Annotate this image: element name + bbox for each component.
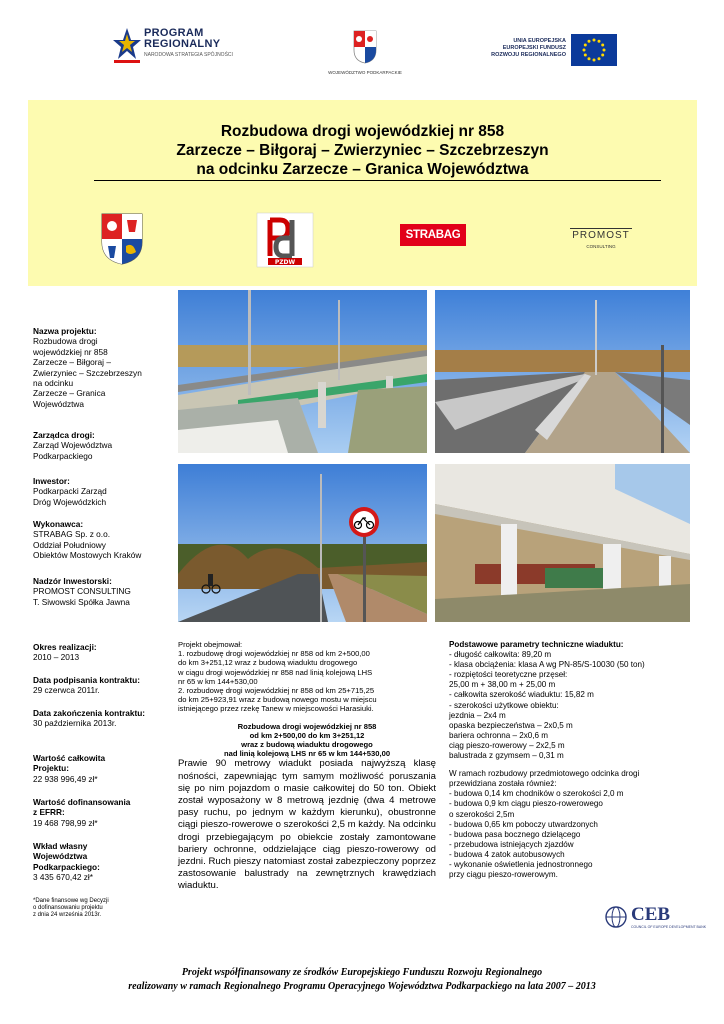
eu-flag-icon	[571, 34, 617, 66]
crest-icon	[353, 30, 377, 64]
inwestor-label: Inwestor:	[33, 476, 70, 486]
intro-line: do km 25+923,91 wraz z budową nowego mostu w miejscu	[178, 695, 377, 705]
nazwa-line: Zwierzyniec – Szczebrzeszyn	[33, 367, 142, 378]
program-star-icon	[112, 26, 142, 66]
data-podpisania-value: 29 czerwca 2011r.	[33, 685, 100, 696]
wykonawca-line: Obiektów Mostowych Kraków	[33, 550, 142, 561]
dofinansowanie-label: Wartość dofinansowania	[33, 797, 131, 807]
scope-line: przewidziana została również:	[449, 779, 557, 789]
wartosc-block	[33, 753, 178, 784]
intro-line: nr 65 w km 144+530,00	[178, 676, 258, 686]
okres-value: 2010 – 2013	[33, 652, 80, 663]
zarzadca-line: Podkarpackiego	[33, 450, 93, 461]
params-label: Podstawowe parametry techniczne wiaduktu:	[449, 640, 624, 649]
project-scope	[178, 640, 436, 893]
eu-logo	[470, 34, 620, 68]
ceb-globe-icon	[604, 905, 628, 929]
nazwa-line: na odcinku	[33, 378, 74, 389]
footer	[0, 966, 724, 994]
nazwa-label: Nazwa projektu:	[33, 326, 97, 336]
data-zakonczenia-value: 30 października 2013r.	[33, 718, 117, 729]
program-logo-sub: NARODOWA STRATEGIA SPÓJNOŚCI	[144, 52, 233, 58]
intro-line: w ciągu drogi wojewódzkiej nr 858 nad linią kolejową LHS	[178, 667, 373, 677]
page-title	[28, 122, 697, 179]
okres-label: Okres realizacji:	[33, 642, 97, 652]
param-line: bariera ochronna – 2x0,6 m	[449, 730, 548, 740]
photo-viaduct-side	[178, 290, 427, 453]
nadzor-block	[33, 576, 178, 607]
scope-line: - budowa 0,9 km ciągu pieszo-rowerowego	[449, 799, 603, 809]
param-line: jezdnia – 2x4 m	[449, 710, 506, 720]
ue-line3: ROZWOJU REGIONALNEGO	[491, 52, 566, 58]
inwestor-line: Podkarpacki Zarząd	[33, 486, 107, 497]
data-podpisania-label: Data podpisania kontraktu:	[33, 675, 140, 685]
description-paragraph: Prawie 90 metrowy wiadukt posiada najwyższą klasę nośności, zapewniając tym samym możliwość poruszania się po nim pojazdom o masie całkowitej do 50 ton. Obiekt został wyposażony w 8 metrową jezdnię (dwa 4 metrowe pasy ruchu, po jednym w każdym kierunku), obustronne ciągi pieszo-rowerowe o szerokości 2,5 m każdy. Na odcinku drogi przebiegającym po obiekcie zostały zamontowane bariery ochronne, oddzielające ciąg pieszo-rowerowy od jezdni. Ruch pieszy natomiast został zabezpieczony poprzez zastosowanie balustrady na zewnętrznych krawędziach wiaduktu.	[178, 758, 436, 892]
param-line: balustrada z gzymsem – 0,31 m	[449, 751, 564, 761]
section-heading	[178, 722, 436, 759]
scope-line: przy ciągu pieszo-rowerowym.	[449, 870, 558, 880]
scope-line: - przebudowa istniejących zjazdów	[449, 839, 574, 849]
nazwa-line: Województwa	[33, 398, 85, 409]
ceb-sub: COUNCIL OF EUROPE DEVELOPMENT BANK	[631, 925, 707, 929]
pzdw-icon	[256, 212, 314, 268]
scope-line: o szerokości 2,5m	[449, 809, 515, 819]
dofinansowanie-block	[33, 797, 178, 828]
nadzor-line: T. Siwowski Spółka Jawna	[33, 596, 130, 607]
crest-icon	[100, 212, 144, 266]
promost-text: PROMOST	[572, 230, 630, 241]
technical-parameters	[449, 640, 699, 880]
scope-line: - budowa 4 zatok autobusowych	[449, 849, 565, 859]
title-line1: Rozbudowa drogi wojewódzkiej nr 858	[220, 123, 505, 140]
program-regionalny-logo	[112, 26, 252, 70]
program-logo-line1: PROGRAM	[144, 27, 204, 39]
note-line: *Dane finansowe wg Decyzji	[33, 898, 109, 904]
nazwa-line: Zarzecze – Biłgoraj –	[33, 357, 111, 368]
param-line: ciąg pieszo-rowerowy – 2x2,5 m	[449, 740, 565, 750]
param-line: opaska bezpieczeństwa – 2x0,5 m	[449, 720, 573, 730]
intro-line: 1. rozbudowę drogi wojewódzkiej nr 858 od km 2+500,00	[178, 649, 370, 659]
title-divider	[94, 180, 661, 181]
wykonawca-line: Oddział Południowy	[33, 539, 106, 550]
strabag-text: STRABAG	[400, 224, 466, 246]
param-line: - długość całkowita: 89,20 m	[449, 650, 552, 660]
bicycle-sign-icon	[349, 507, 379, 537]
intro-line: Projekt obejmował:	[178, 640, 243, 649]
scope-line: - budowa pasa bocznego dzielącego	[449, 829, 581, 839]
heading-line: nad linią kolejową LHS nr 65 w km 144+530,00	[223, 749, 391, 759]
wojewodztwo-text: WOJEWÓDZTWO PODKARPACKIE	[328, 70, 402, 75]
heading-line: Rozbudowa drogi wojewódzkiej nr 858	[237, 721, 377, 731]
dofinansowanie-label: z EFRR:	[33, 807, 65, 818]
title-line2: Zarzecze – Biłgoraj – Zwierzyniec – Szczebrzeszyn	[176, 142, 549, 159]
title-line3: na odcinku Zarzecze – Granica Województwa	[196, 161, 529, 178]
zarzadca-label: Zarządca drogi:	[33, 430, 95, 440]
heading-line: wraz z budową wiaduktu drogowego	[241, 740, 373, 750]
scope-line: - budowa 0,65 km poboczy utwardzonych	[449, 819, 598, 829]
wklad-block	[33, 841, 178, 883]
wklad-label: Województwa	[33, 851, 88, 862]
param-line: - rozpiętości teoretyczne przęseł:	[449, 670, 568, 680]
nadzor-line: PROMOST CONSULTING	[33, 586, 131, 597]
okres-block	[33, 642, 178, 663]
scope-line: W ramach rozbudowy przedmiotowego odcinka drogi	[449, 769, 640, 779]
ue-line1: UNIA EUROPEJSKA	[513, 38, 566, 44]
wartosc-label: Wartość całkowita	[33, 753, 106, 763]
podkarpackie-crest-logo	[100, 212, 150, 268]
strabag-logo	[400, 224, 468, 248]
promost-logo	[566, 216, 636, 258]
wklad-label: Podkarpackiego:	[33, 861, 100, 872]
wartosc-value: 22 938 996,49 zł*	[33, 773, 98, 784]
scope-line: - wykonanie oświetlenia jednostronnego	[449, 859, 593, 869]
dofinansowanie-value: 19 468 798,99 zł*	[33, 817, 98, 828]
wklad-label: Wkład własny	[33, 841, 88, 851]
wojewodztwo-logo	[320, 30, 410, 80]
title-box	[28, 100, 697, 286]
note-line: z dnia 24 września 2013r.	[33, 912, 102, 918]
photo-viaduct-underside	[435, 464, 690, 622]
inwestor-block	[33, 476, 178, 507]
intro-line: 2. rozbudowę drogi wojewódzkiej nr 858 od km 25+715,25	[178, 686, 375, 696]
nazwa-line: Zarzecze – Granica	[33, 388, 106, 399]
ue-line2: EUROPEJSKI FUNDUSZ	[502, 45, 566, 51]
param-line: - całkowita szerokość wiaduktu: 15,82 m	[449, 690, 594, 700]
scope-line: - budowa 0,14 km chodników o szerokości 2,0 m	[449, 789, 624, 799]
wykonawca-block	[33, 519, 178, 561]
photo-viaduct-walkway	[435, 290, 690, 453]
param-line: - klasa obciążenia: klasa A wg PN-85/S-10030 (50 ton)	[449, 660, 645, 670]
wartosc-label: Projektu:	[33, 763, 69, 774]
nadzor-label: Nadzór Inwestorski:	[33, 576, 112, 586]
nazwa-line: Rozbudowa drogi	[33, 336, 98, 347]
photo-bicycle-path	[178, 464, 427, 622]
footer-line2: realizowany w ramach Regionalnego Programu Operacyjnego Województwa Podkarpackiego na lata 2007 – 2013	[128, 981, 596, 992]
heading-line: od km 2+500,00 do km 3+251,12	[249, 730, 365, 740]
wykonawca-label: Wykonawca:	[33, 519, 84, 529]
data-zakonczenia-block	[33, 708, 178, 729]
zarzadca-block	[33, 430, 178, 461]
pzdw-logo	[256, 212, 314, 268]
wklad-value: 3 435 670,42 zł*	[33, 872, 93, 883]
footer-line1: Projekt współfinansowany ze środków Europejskiego Funduszu Rozwoju Regionalnego	[181, 967, 543, 978]
note-line: o dofinansowaniu projektu	[33, 905, 103, 911]
ceb-text: CEB	[631, 904, 671, 925]
data-zakonczenia-label: Data zakończenia kontraktu:	[33, 708, 146, 718]
intro-line: do km 3+251,12 wraz z budową wiaduktu drogowego	[178, 658, 358, 668]
promost-sub: CONSULTING	[586, 244, 616, 249]
pzdw-text: PZDW	[274, 259, 296, 266]
program-logo-line2: REGIONALNY	[144, 38, 221, 50]
wykonawca-line: STRABAG Sp. z o.o.	[33, 529, 111, 540]
inwestor-line: Dróg Wojewódzkich	[33, 496, 107, 507]
financial-note	[33, 898, 178, 919]
project-info-top	[33, 326, 178, 409]
param-line: - szerokości użytkowe obiektu:	[449, 700, 559, 710]
param-line: 25,00 m + 38,00 m + 25,00 m	[449, 680, 556, 690]
zarzadca-line: Zarząd Województwa	[33, 440, 113, 451]
nazwa-line: wojewódzkiej nr 858	[33, 346, 108, 357]
data-podpisania-block	[33, 675, 178, 696]
intro-line: istniejącego przez rzekę Tanew w miejscowości Harasiuki.	[178, 704, 374, 714]
ceb-logo	[604, 904, 707, 931]
